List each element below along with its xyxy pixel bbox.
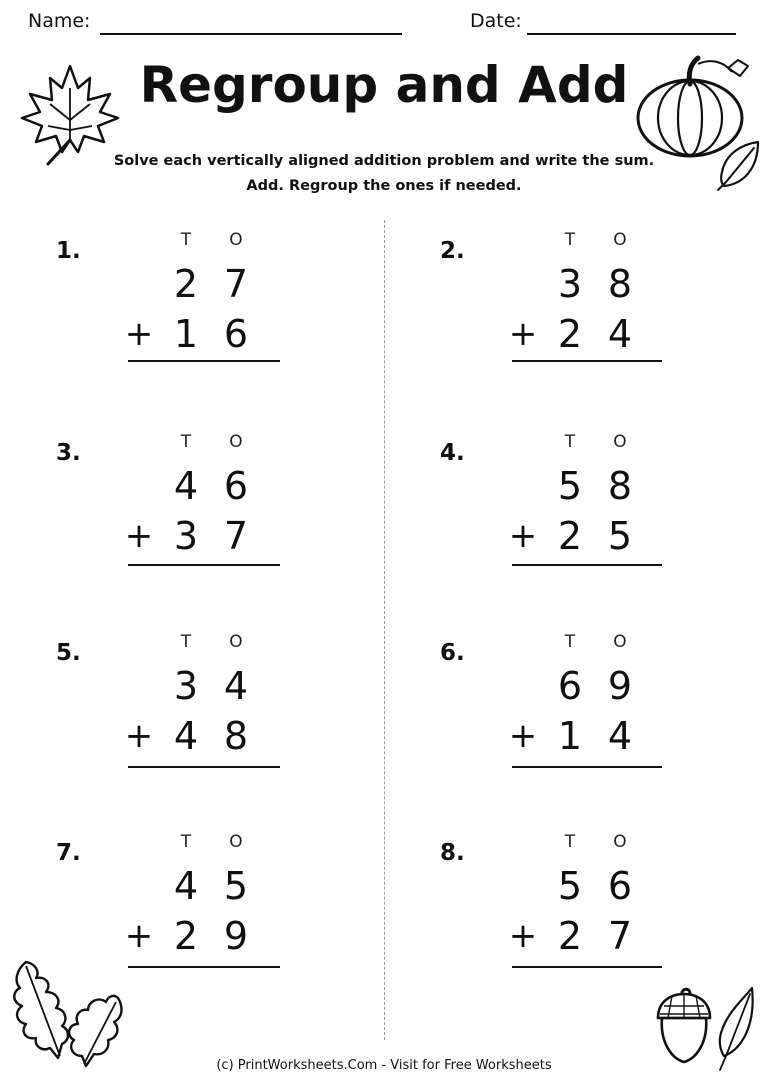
answer-line[interactable] [512, 360, 662, 362]
plus-sign: + [508, 314, 538, 354]
ones-label: O [229, 230, 243, 250]
ones-label: O [613, 632, 627, 652]
top-ones-digit: 6 [223, 464, 249, 508]
column-divider [384, 220, 385, 1040]
problem-6 [440, 632, 640, 792]
bottom-ones-digit: 7 [223, 514, 249, 558]
problem-number: 2. [440, 238, 465, 264]
problem-5 [56, 632, 256, 792]
problem-number: 6. [440, 640, 465, 666]
tens-label: T [564, 632, 576, 652]
top-tens-digit: 4 [173, 464, 199, 508]
tens-label: T [564, 230, 576, 250]
plus-sign: + [124, 314, 154, 354]
tens-label: T [180, 632, 192, 652]
bottom-ones-digit: 6 [223, 312, 249, 356]
bottom-tens-digit: 2 [557, 312, 583, 356]
problem-number: 8. [440, 840, 465, 866]
tens-label: T [180, 230, 192, 250]
top-tens-digit: 5 [557, 864, 583, 908]
ones-label: O [613, 230, 627, 250]
date-field[interactable] [527, 33, 736, 35]
top-tens-digit: 2 [173, 262, 199, 306]
name-label: Name: [28, 10, 91, 32]
top-ones-digit: 7 [223, 262, 249, 306]
top-tens-digit: 3 [173, 664, 199, 708]
bottom-ones-digit: 5 [607, 514, 633, 558]
top-tens-digit: 3 [557, 262, 583, 306]
bottom-ones-digit: 8 [223, 714, 249, 758]
top-ones-digit: 6 [607, 864, 633, 908]
footer-credit: (c) PrintWorksheets.Com - Visit for Free Worksheets [216, 1058, 552, 1073]
problem-8 [440, 832, 640, 992]
problem-3 [56, 432, 256, 592]
top-tens-digit: 5 [557, 464, 583, 508]
bottom-tens-digit: 2 [173, 914, 199, 958]
answer-line[interactable] [128, 564, 280, 566]
bottom-tens-digit: 1 [557, 714, 583, 758]
top-tens-digit: 4 [173, 864, 199, 908]
answer-line[interactable] [128, 360, 280, 362]
plus-sign: + [124, 716, 154, 756]
bottom-ones-digit: 4 [607, 714, 633, 758]
problem-2 [440, 230, 640, 390]
ones-label: O [229, 832, 243, 852]
bottom-tens-digit: 3 [173, 514, 199, 558]
bottom-tens-digit: 4 [173, 714, 199, 758]
bottom-tens-digit: 1 [173, 312, 199, 356]
problem-4 [440, 432, 640, 592]
ones-label: O [229, 432, 243, 452]
worksheet-title: Regroup and Add [139, 56, 629, 114]
answer-line[interactable] [128, 766, 280, 768]
bottom-tens-digit: 2 [557, 514, 583, 558]
instruction-line-2: Add. Regroup the ones if needed. [246, 178, 522, 194]
ones-label: O [613, 432, 627, 452]
top-ones-digit: 8 [607, 464, 633, 508]
name-field[interactable] [100, 33, 402, 35]
answer-line[interactable] [512, 766, 662, 768]
problem-number: 5. [56, 640, 81, 666]
leaf-icon [714, 138, 764, 192]
problem-number: 3. [56, 440, 81, 466]
top-ones-digit: 5 [223, 864, 249, 908]
instruction-line-1: Solve each vertically aligned addition problem and write the sum. [113, 153, 655, 169]
problem-number: 1. [56, 238, 81, 264]
bottom-ones-digit: 7 [607, 914, 633, 958]
top-tens-digit: 6 [557, 664, 583, 708]
answer-line[interactable] [512, 966, 662, 968]
plus-sign: + [508, 716, 538, 756]
plus-sign: + [124, 516, 154, 556]
ones-label: O [229, 632, 243, 652]
problem-number: 7. [56, 840, 81, 866]
bottom-ones-digit: 9 [223, 914, 249, 958]
date-label: Date: [470, 10, 522, 32]
tens-label: T [564, 432, 576, 452]
problem-7 [56, 832, 256, 992]
answer-line[interactable] [512, 564, 662, 566]
bottom-ones-digit: 4 [607, 312, 633, 356]
problem-1 [56, 230, 256, 390]
answer-line[interactable] [128, 966, 280, 968]
top-ones-digit: 4 [223, 664, 249, 708]
tens-label: T [180, 432, 192, 452]
maple-leaf-icon [18, 60, 123, 170]
bottom-tens-digit: 2 [557, 914, 583, 958]
top-ones-digit: 9 [607, 664, 633, 708]
tens-label: T [180, 832, 192, 852]
top-ones-digit: 8 [607, 262, 633, 306]
plus-sign: + [508, 916, 538, 956]
ones-label: O [613, 832, 627, 852]
plus-sign: + [124, 916, 154, 956]
problem-number: 4. [440, 440, 465, 466]
plus-sign: + [508, 516, 538, 556]
tens-label: T [564, 832, 576, 852]
